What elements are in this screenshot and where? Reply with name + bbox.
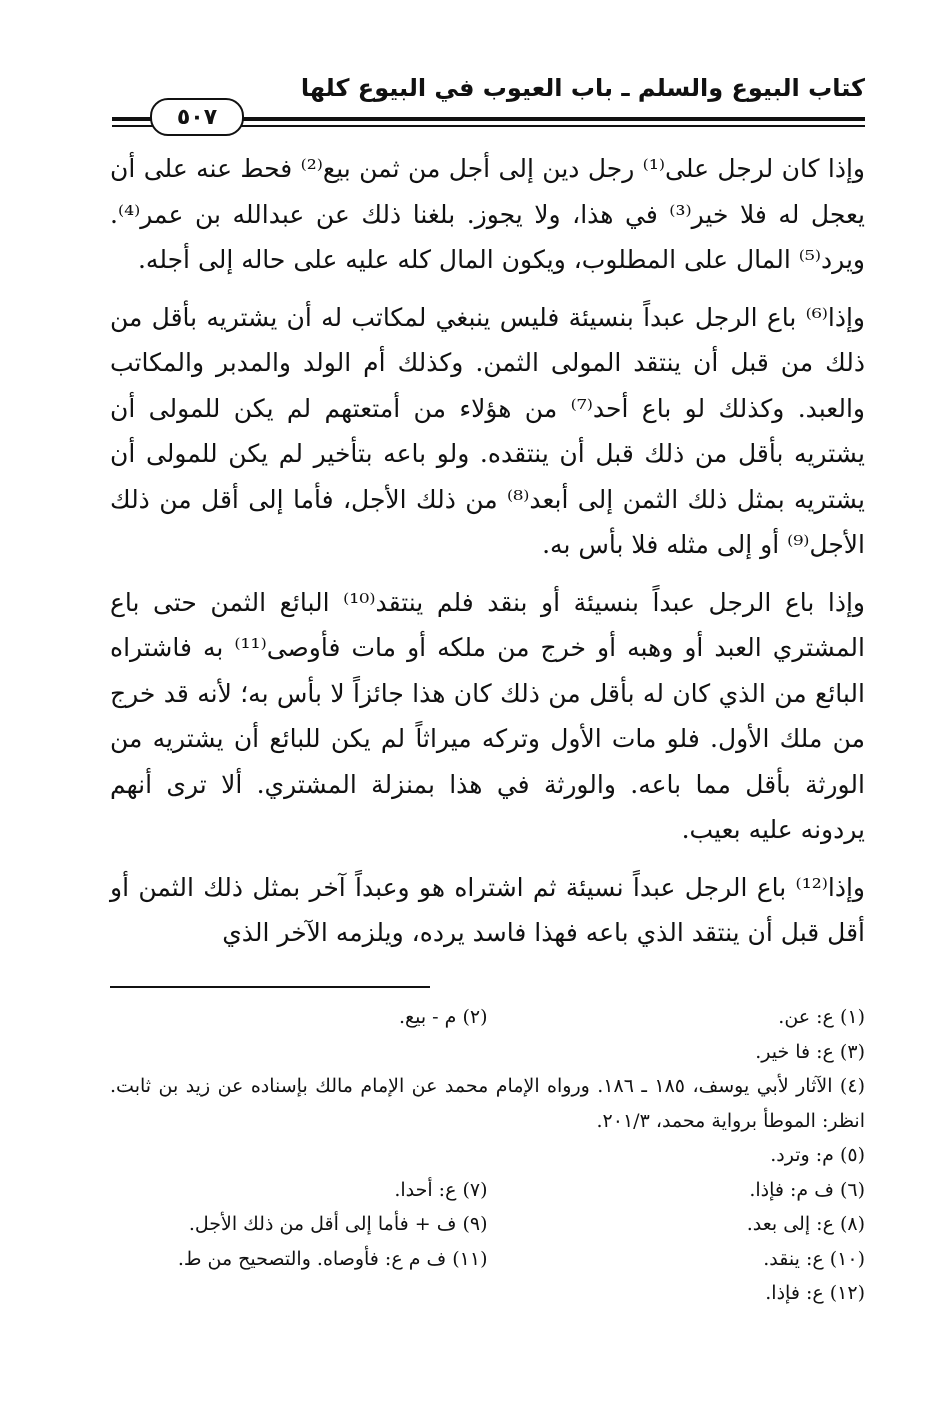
footnote: (٧) ع: أحدا. [394, 1178, 488, 1201]
footnotes [110, 1000, 865, 1311]
footnote: (٣) ع: فا خير. [755, 1040, 865, 1063]
footnote: (٥) م: وترد. [770, 1144, 865, 1166]
footnote: (١) ع: عن. [778, 1006, 865, 1028]
footnote: (١١) ف م ع: فأوصاه. والتصحيح من ط. [177, 1247, 488, 1270]
paragraph: وإذا كان لرجل على⁽¹⁾ رجل دين إلى أجل من ثمن بيع⁽²⁾ فحط عنه على أن يعجل له فلا خير⁽³⁾ في هذا، ولا يجوز. بلغنا ذلك عن عبدالله بن عمر⁽⁴⁾. ويرد⁽⁵⁾ المال على المطلوب، ويكون المال كله عليه على حاله إلى أجله. [110, 154, 866, 274]
footnote-row [110, 1000, 865, 1035]
footnote-row [110, 1276, 865, 1311]
footnote-separator [110, 986, 430, 988]
main-text [110, 146, 865, 968]
paragraph: وإذا⁽⁶⁾ باع الرجل عبداً بنسيئة فليس ينبغي لمكاتب له أن يشتريه بأقل من ذلك من قبل أن ينتقد المولى الثمن. وكذلك أم الولد والمدبر والمكاتب والعبد. وكذلك لو باع أحد⁽⁷⁾ من هؤلاء من أمتعتهم لم يكن للمولى أن يشتريه بأقل من ذلك قبل أن ينتقده. ولو باعه بتأخير لم يكن للمولى أن يشتريه بمثل ذلك الثمن إلى أبعد⁽⁸⁾ من ذلك الأجل، فأما إلى أقل من ذلك الأجل⁽⁹⁾ أو إلى مثله فلا بأس به. [110, 302, 865, 559]
footnote: (١٠) ع: ينقد. [763, 1247, 865, 1270]
footnote: (٨) ع: إلى بعد. [746, 1213, 865, 1235]
footnote-row [110, 1173, 865, 1208]
footnote: (٢) م - بيع. [398, 1006, 488, 1028]
footnote-row [110, 1035, 865, 1070]
footnote: (٦) ف م: فإذا. [749, 1178, 865, 1201]
running-head-title: كتاب البيوع والسلم ـ باب العيوب في البيوع كلها [300, 74, 865, 102]
footnote: (٤) الآثار لأبي يوسف، ١٨٥ ـ ١٨٦. ورواه الإمام محمد عن الإمام مالك بإسناده عن زيد بن ثابت. انظر: الموطأ برواية محمد، ٢٠١/٣. [110, 1075, 865, 1132]
page-number: ٥٠٧ [150, 98, 244, 136]
footnote: (٩) ف + فأما إلى أقل من ذلك الأجل. [188, 1213, 488, 1235]
footnote-row [110, 1207, 865, 1242]
paragraph: وإذا⁽¹²⁾ باع الرجل عبداً نسيئة ثم اشتراه هو وعبداً آخر بمثل ذلك الثمن أو أقل قبل أن ينتقد الذي باعه فهذا فاسد يرده، ويلزمه الآخر الذي [110, 872, 865, 947]
footnote-row [110, 1242, 865, 1277]
paragraph: وإذا باع الرجل عبداً بنسيئة أو بنقد فلم ينتقد⁽¹⁰⁾ البائع الثمن حتى باع المشتري العبد أو وهبه أو خرج من ملكه أو مات فأوصى⁽¹¹⁾ به فاشتراه البائع من الذي كان له بأقل من ذلك كان هذا جائزاً لا بأس به؛ لأنه قد خرج من ملك الأول. فلو مات الأول وتركه ميراثاً لم يكن للبائع أن يشتريه من الورثة بأقل مما باعه. والورثة في هذا بمنزلة المشتري. ألا ترى أنهم يردونه عليه بعيب. [110, 587, 865, 844]
footnote-row [110, 1138, 865, 1173]
footnote: (١٢) ع: فإذا. [765, 1282, 865, 1304]
